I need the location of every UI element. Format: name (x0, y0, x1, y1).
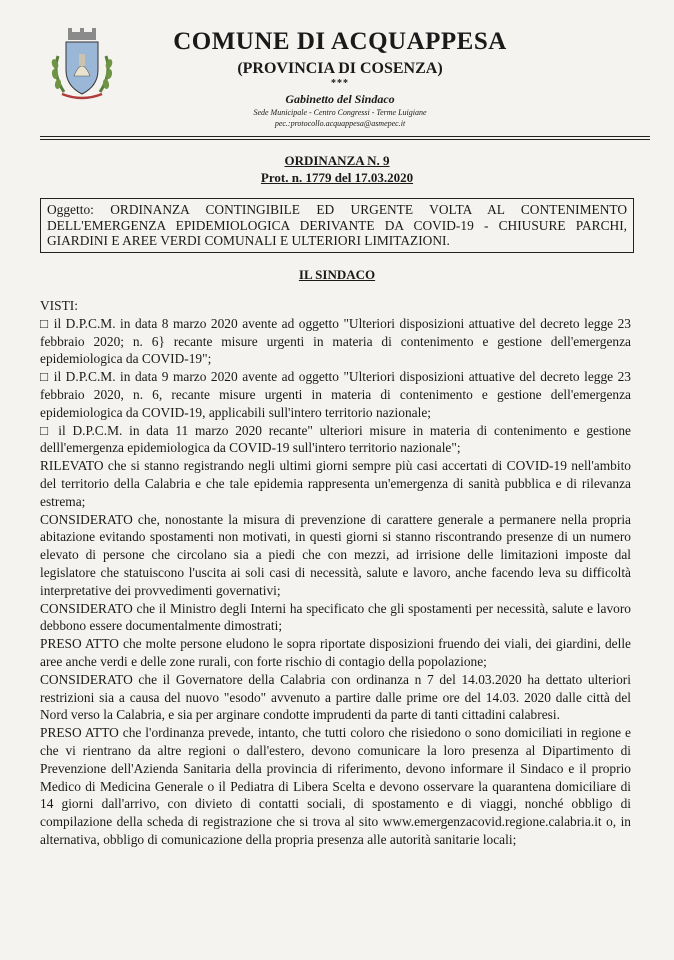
paragraph: PRESO ATTO che l'ordinanza prevede, intanto, che tutti coloro che risiedono o sono domiciliati in regione e che vi rientrano da altre regioni o dall'estero, devono comunicare la loro presenza al Dipartimento di Prevenzione dell'Azienda Sanitaria della provincia di riferimento, devono informare il Sindaco e il proprio Medico di Medicina Generale o il Pediatra di Libera Scelta e devono osservare la quarantena domiciliare di 14 giorni dall'arrivo, con divieto di contatti sociali, di spostamento e di viaggi, nonché obbligo di compilazione della scheda di registrazione che si trova al sito www.emergenzacovid.regione.calabria.it o, in alternativa, obbligo di comunicazione della propria presenza alle autorità sanitarie locali; (40, 725, 631, 847)
paragraph: CONSIDERATO che il Ministro degli Interni ha specificato che gli spostamenti per necessità, salute e lavoro debbono essere documentalmente dimostrati; (40, 600, 631, 634)
mayor-heading: IL SINDACO (298, 267, 376, 282)
coat-of-arms-icon (46, 26, 118, 100)
ordinance-number: ORDINANZA N. 9 (284, 153, 390, 168)
subject-box: Oggetto: ORDINANZA CONTINGIBILE ED URGENTE VOLTA AL CONTENIMENTO DELL'EMERGENZA EPIDEMIOLOGICA DERIVANTE DA COVID-19 - CHIUSURE PARCHI, GIARDINI E AREE VERDI COMUNALI E ULTERIORI LIMITAZIONI. (40, 198, 634, 253)
visti-label: VISTI: (40, 298, 78, 313)
province-name: (PROVINCIA DI COSENZA) (237, 60, 443, 77)
separator-stars: *** (331, 78, 349, 89)
letterhead (140, 28, 540, 129)
header-divider-bottom (40, 139, 650, 140)
paragraph: RILEVATO che si stanno registrando negli ultimi giorni sempre più casi accertati di COVID-19 nell'ambito del territorio della Calabria e che tale epidemia rappresenta un'emergenza di sanità pubblica e di rilevanza estrema; (40, 458, 631, 509)
header-divider-top (40, 136, 650, 137)
paragraph: CONSIDERATO che, nonostante la misura di prevenzione di carattere generale a permanere nella propria abitazione evitando spostamenti non motivati, in questi giorni si stanno riscontrando presenze di un numero elevato di persone che circolano sia a piedi che con mezzi, ad irrisione delle limitazioni imposte dal legislatore che statuiscono l'uscita ai soli casi di necessità, salute e lavoro, anche facendo leva su difficoltà interpretative dei provvedimenti governativi; (40, 511, 631, 598)
paragraph: PRESO ATTO che molte persone eludono le sopra riportate disposizioni fruendo dei viali, dei giardini, delle aree anche verdi e delle zone rurali, con forte rischio di contagio della popolazione; (40, 636, 631, 669)
municipality-name: COMUNE DI ACQUAPPESA (173, 28, 507, 55)
protocol-number: Prot. n. 1779 del 17.03.2020 (260, 170, 414, 185)
office-address: Sede Municipale - Centro Congressi - Terme Luigiane (253, 108, 427, 117)
paragraph: □ il D.P.C.M. in data 8 marzo 2020 avente ad oggetto "Ulteriori disposizioni attuative del decreto legge 23 febbraio 2020; n. 6} recante misure urgenti in materia di contenimento e gestione dell'emergenza epidemiologica da COVID-19"; (40, 315, 631, 367)
paragraph: CONSIDERATO che il Governatore della Calabria con ordinanza n 7 del 14.03.2020 ha dettato ulteriori restrizioni sia a causa del nuovo "esodo" avvenuto a partire dalle prime ore del 14.03. 2020 dalle città del Nord verso la Calabria, e sia per arginare condotte imprudenti da parte di tanti cittadini calabresi. (40, 671, 631, 723)
paragraph: □ il D.P.C.M. in data 9 marzo 2020 avente ad oggetto "Ulteriori disposizioni attuative del decreto legge 23 febbraio 2020, n. 6, recante misure urgenti in materia di contenimento e gestione dell'emergenza epidemiologica da COVID-19, applicabili sull'intero territorio nazionale; (40, 369, 631, 420)
pec-address: pec.:protocollo.acquappesa@asmepec.it (274, 119, 406, 128)
ordinance-body (40, 297, 631, 849)
paragraph: □ il D.P.C.M. in data 11 marzo 2020 recante" ulteriori misure in materia di contenimento e gestione delll'emergenza epidemiologica da COVID-19 sull'intero territorio nazionale"; (40, 422, 631, 456)
office-name: Gabinetto del Sindaco (285, 92, 395, 106)
ordinance-heading (0, 152, 674, 186)
